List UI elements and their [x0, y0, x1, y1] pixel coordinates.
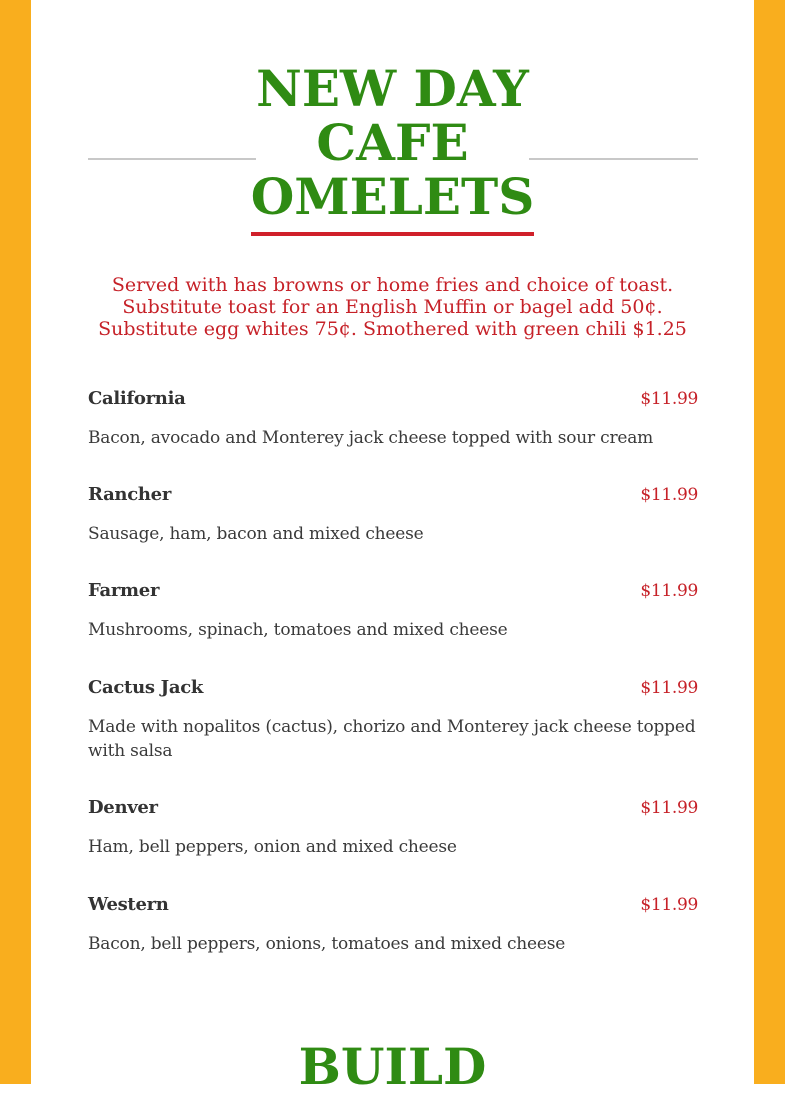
menu-item-price: $11.99	[640, 581, 698, 601]
menu-title-line: CAFE	[316, 113, 469, 172]
menu-item-price: $11.99	[640, 678, 698, 698]
menu-notes	[71, 274, 714, 340]
menu-note-line: Substitute egg whites 75¢. Smothered with green chili $1.25	[98, 318, 687, 340]
menu-item-name: Rancher	[88, 484, 172, 505]
left-border-bar	[0, 0, 31, 1084]
menu-item-name: Farmer	[88, 580, 160, 601]
menu-note-line: Substitute toast for an English Muffin or bagel add 50¢.	[122, 296, 663, 318]
next-section-heading: BUILD	[298, 1037, 487, 1096]
menu-item-price: $11.99	[640, 895, 698, 915]
menu-item	[88, 580, 698, 677]
menu-item-description: Ham, bell peppers, onion and mixed cheese	[88, 837, 457, 857]
title-block	[31, 59, 754, 236]
menu-item-description: Sausage, ham, bacon and mixed cheese	[88, 524, 424, 544]
menu-item-description: Made with nopalitos (cactus), chorizo and Monterey jack cheese topped with salsa	[88, 717, 696, 761]
menu-title-line: NEW DAY	[256, 59, 529, 118]
menu-item-name: California	[88, 388, 186, 409]
menu-item-name: Cactus Jack	[88, 677, 204, 698]
menu-item-name: Western	[88, 894, 169, 915]
menu-item	[88, 677, 698, 797]
menu-item-name: Denver	[88, 797, 158, 818]
menu-item	[88, 388, 698, 484]
menu-item-description: Bacon, avocado and Monterey jack cheese topped with sour cream	[88, 428, 654, 448]
menu-title-line: OMELETS	[250, 167, 535, 226]
menu-item-price: $11.99	[640, 798, 698, 818]
menu-item	[88, 894, 698, 990]
right-border-bar	[754, 0, 785, 1084]
menu-item-description: Mushrooms, spinach, tomatoes and mixed cheese	[88, 620, 508, 640]
menu-item-price: $11.99	[640, 485, 698, 505]
menu-item-description: Bacon, bell peppers, onions, tomatoes and mixed cheese	[88, 934, 566, 954]
menu-item-list	[88, 388, 698, 990]
menu-item	[88, 797, 698, 894]
menu-title	[250, 59, 535, 236]
menu-note-line: Served with has browns or home fries and choice of toast.	[111, 274, 674, 296]
menu-item-price: $11.99	[640, 389, 698, 409]
menu-item	[88, 484, 698, 580]
menu-page	[31, 0, 754, 1096]
